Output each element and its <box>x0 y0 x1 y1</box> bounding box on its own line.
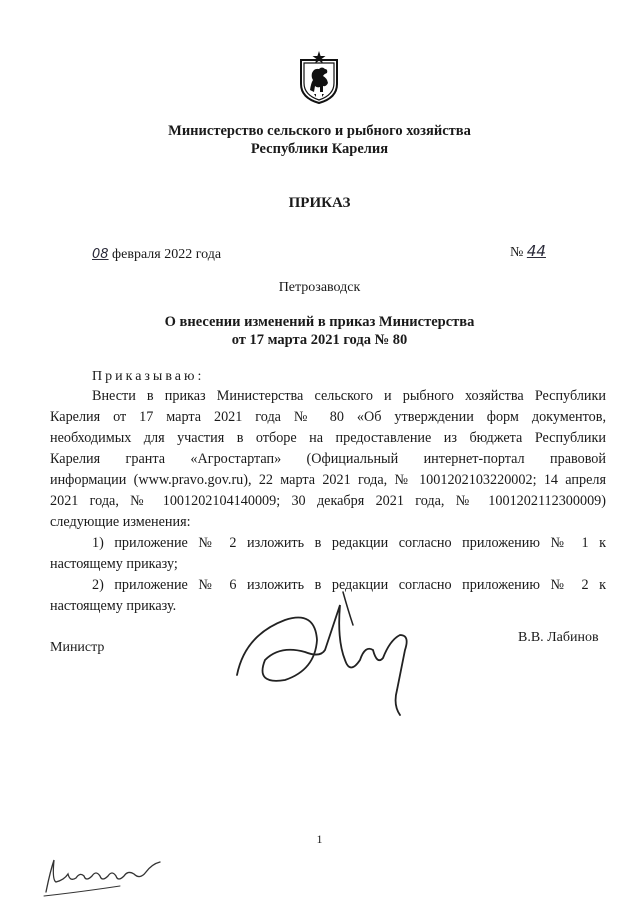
body-line: необходимых для участия в отборе на предоставление из бюджета Республики <box>50 430 606 446</box>
handwritten-number: 44 <box>526 242 546 260</box>
body-line: информации (www.pravo.gov.ru), 22 марта 2021 года, № 1001202103220002; 14 апреля <box>50 472 606 488</box>
signer-title: Министр <box>50 640 105 655</box>
order-word: Приказываю: <box>92 369 205 384</box>
order-number <box>510 242 546 261</box>
subject-line2: от 17 марта 2021 года № 80 <box>231 332 408 348</box>
page-number: 1 <box>316 832 323 846</box>
item-2-line1: 2) приложение № 6 изложить в редакции согласно приложению № 2 к <box>92 577 606 593</box>
body-line: Внести в приказ Министерства сельского и рыбного хозяйства Республики <box>92 388 606 404</box>
karelia-coat-of-arms-icon <box>297 50 341 104</box>
body-line: Карелия гранта «Агростартап» (Официальный интернет-портал правовой <box>50 451 606 467</box>
item-1-line1: 1) приложение № 2 изложить в редакции согласно приложению № 1 к <box>92 535 606 551</box>
subject-line1: О внесении изменений в приказ Министерства <box>164 314 475 330</box>
city: Петрозаводск <box>278 280 361 295</box>
item-2-line2: настоящему приказу. <box>50 598 177 614</box>
handwritten-initials <box>40 852 165 900</box>
handwritten-day: 08 <box>92 247 109 262</box>
handwritten-signature <box>225 580 425 720</box>
body-line: следующие изменения: <box>50 514 191 530</box>
body-line: 2021 года, № 1001202104140009; 30 декабря 2021 года, № 1001202112300009) <box>50 493 606 509</box>
signer-name: В.В. Лабинов <box>518 630 599 645</box>
document-type-title: ПРИКАЗ <box>288 195 351 211</box>
body-line: Карелия от 17 марта 2021 года № 80 «Об утверждении форм документов, <box>50 409 606 425</box>
number-prefix: № <box>510 245 527 260</box>
item-1-line2: настоящему приказу; <box>50 556 178 572</box>
ministry-name-line1: Министерство сельского и рыбного хозяйства <box>168 123 471 139</box>
ministry-name-line2: Республики Карелия <box>250 141 389 157</box>
date-rest: февраля 2022 года <box>108 247 222 262</box>
order-date <box>92 247 221 263</box>
